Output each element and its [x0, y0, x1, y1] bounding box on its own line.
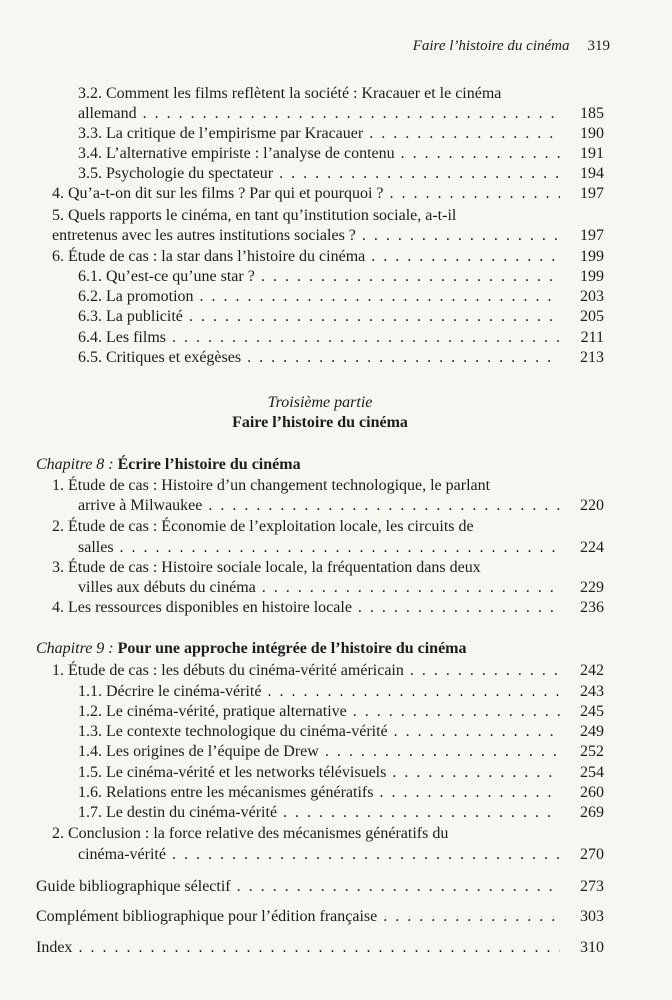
toc-entry	[36, 206, 604, 226]
toc-entry	[36, 124, 604, 144]
toc-entry-text: 5. Quels rapports le cinéma, en tant qu’institution sociale, a-t-il	[52, 207, 457, 224]
toc-entry	[36, 164, 604, 184]
toc-entry-page: 213	[580, 349, 604, 366]
toc-entry-text: 1.5. Le cinéma-vérité et les networks télévisuels	[78, 764, 387, 781]
dot-leader	[261, 267, 560, 287]
toc-entry	[36, 938, 604, 958]
toc-entry-page: 194	[580, 165, 604, 182]
toc-entry-page: 190	[580, 125, 604, 142]
toc-entry	[36, 328, 604, 348]
toc-entry	[36, 84, 604, 104]
toc-entry-page: 252	[580, 743, 604, 760]
chapter-9-label: Chapitre 9 :	[36, 640, 114, 657]
toc-entry-page: 211	[580, 329, 604, 346]
toc-entry-text: 1.1. Décrire le cinéma-vérité	[78, 683, 262, 700]
toc-entry-text: 1.4. Les origines de l’équipe de Drew	[78, 743, 319, 760]
toc-entry	[36, 267, 604, 287]
toc-entry	[36, 783, 604, 803]
dot-leader	[353, 702, 560, 722]
toc-entry-text: 3.5. Psychologie du spectateur	[78, 165, 274, 182]
toc-entry	[36, 496, 604, 516]
toc-entry-page: 229	[580, 579, 604, 596]
toc-entry-page: 203	[580, 288, 604, 305]
toc-entry-text: 6. Étude de cas : la star dans l’histoire du cinéma	[52, 248, 366, 265]
dot-leader	[392, 763, 560, 783]
toc-entry-text: 6.5. Critiques et exégèses	[78, 349, 242, 366]
toc-entry-page: 273	[580, 878, 604, 895]
page-number: 319	[587, 38, 610, 54]
dot-leader	[267, 682, 560, 702]
toc-entry-page: 245	[580, 703, 604, 720]
toc-entry	[36, 558, 604, 578]
toc-entry	[36, 803, 604, 823]
toc-entry	[36, 517, 604, 537]
toc-entry-page: 254	[580, 764, 604, 781]
chapter-8-label: Chapitre 8 :	[36, 456, 114, 473]
running-title: Faire l’histoire du cinéma	[412, 38, 570, 54]
toc-entry	[36, 247, 604, 267]
toc-entry-page: 270	[580, 846, 604, 863]
toc-entry	[36, 722, 604, 742]
toc-entry	[36, 348, 604, 368]
toc-entry-page: 199	[580, 248, 604, 265]
dot-leader	[394, 722, 560, 742]
dot-leader	[143, 104, 560, 124]
toc-entry-text: 2. Conclusion : la force relative des mécanismes génératifs du	[52, 825, 449, 842]
toc-entry-page: 236	[580, 599, 604, 616]
dot-leader	[383, 907, 560, 927]
toc-entry-page: 242	[580, 662, 604, 679]
toc-entry-text: 1.6. Relations entre les mécanismes génératifs	[78, 784, 374, 801]
toc-entry	[36, 226, 604, 246]
toc-entry-page: 249	[580, 723, 604, 740]
toc-entry-text: 1.2. Le cinéma-vérité, pratique alternative	[78, 703, 347, 720]
toc-entry	[36, 661, 604, 681]
dot-leader	[172, 845, 560, 865]
part-title: Faire l’histoire du cinéma	[232, 414, 408, 431]
toc-entry	[36, 307, 604, 327]
toc-entry-text: salles	[78, 539, 114, 556]
toc-entry-text: villes aux débuts du cinéma	[78, 579, 256, 596]
toc-entry-text: 1. Étude de cas : Histoire d’un changement technologique, le parlant	[52, 477, 491, 494]
toc-entry-page: 310	[580, 939, 604, 956]
toc-entry	[36, 598, 604, 618]
toc-entry-text: 3. Étude de cas : Histoire sociale locale, la fréquentation dans deux	[52, 559, 481, 576]
toc-entry	[36, 184, 604, 204]
toc-entry	[36, 824, 604, 844]
toc-entry-text: 4. Les ressources disponibles en histoire locale	[52, 599, 352, 616]
dot-leader	[410, 661, 560, 681]
chapter-9-title: Pour une approche intégrée de l’histoire du cinéma	[117, 640, 467, 657]
toc-entry-page: 243	[580, 683, 604, 700]
chapter-9-heading	[36, 640, 467, 658]
toc-entry-page: 197	[580, 185, 604, 202]
part-label: Troisième partie	[267, 394, 373, 411]
dot-leader	[279, 164, 560, 184]
dot-leader	[172, 328, 560, 348]
toc-entry	[36, 538, 604, 558]
toc-entry-text: 3.4. L’alternative empiriste : l’analyse de contenu	[78, 145, 395, 162]
toc-entry-text: Index	[36, 939, 73, 956]
toc-entry	[36, 907, 604, 927]
toc-entry-text: 4. Qu’a-t-on dit sur les films ? Par qui et pourquoi ?	[52, 185, 384, 202]
toc-entry	[36, 702, 604, 722]
dot-leader	[390, 184, 561, 204]
dot-leader	[358, 598, 560, 618]
dot-leader	[379, 783, 560, 803]
toc-entry-text: 6.3. La publicité	[78, 308, 183, 325]
toc-entry-page: 220	[580, 497, 604, 514]
chapter-8-heading	[36, 456, 301, 474]
dot-leader	[369, 124, 560, 144]
toc-entry-page: 199	[580, 268, 604, 285]
toc-entry-page: 224	[580, 539, 604, 556]
toc-entry	[36, 742, 604, 762]
toc-entry-text: Guide bibliographique sélectif	[36, 878, 231, 895]
chapter-8-title: Écrire l’histoire du cinéma	[117, 456, 301, 473]
toc-entry-page: 303	[580, 908, 604, 925]
toc-entry-text: Complément bibliographique pour l’édition française	[36, 908, 378, 925]
dot-leader	[362, 226, 560, 246]
dot-leader	[325, 742, 560, 762]
toc-entry	[36, 845, 604, 865]
dot-leader	[189, 307, 560, 327]
toc-entry-page: 205	[580, 308, 604, 325]
toc-entry-text: 6.1. Qu’est-ce qu’une star ?	[78, 268, 255, 285]
toc-entry	[36, 877, 604, 897]
toc-entry	[36, 682, 604, 702]
toc-entry-text: 6.4. Les films	[78, 329, 166, 346]
toc-entry-text: arrive à Milwaukee	[78, 497, 203, 514]
toc-entry-text: allemand	[78, 105, 137, 122]
toc-entry-text: 3.2. Comment les films reflètent la société : Kracauer et le cinéma	[78, 85, 502, 102]
toc-entry-text: 1.3. Le contexte technologique du cinéma-vérité	[78, 723, 388, 740]
toc-entry-page: 191	[580, 145, 604, 162]
dot-leader	[247, 348, 560, 368]
toc-entry-text: 6.2. La promotion	[78, 288, 194, 305]
dot-leader	[283, 803, 560, 823]
dot-leader	[262, 578, 560, 598]
toc-entry	[36, 104, 604, 124]
toc-entry	[36, 144, 604, 164]
dot-leader	[120, 538, 560, 558]
dot-leader	[371, 247, 560, 267]
toc-entry	[36, 287, 604, 307]
toc-entry-text: entretenus avec les autres institutions sociales ?	[52, 227, 356, 244]
toc-entry-text: 1. Étude de cas : les débuts du cinéma-vérité américain	[52, 662, 404, 679]
dot-leader	[237, 877, 560, 897]
toc-entry-page: 269	[580, 804, 604, 821]
toc-entry-text: 2. Étude de cas : Économie de l’exploitation locale, les circuits de	[52, 518, 474, 535]
toc-entry-page: 197	[580, 227, 604, 244]
toc-entry-page: 185	[580, 105, 604, 122]
toc-entry-text: 1.7. Le destin du cinéma-vérité	[78, 804, 278, 821]
toc-entry	[36, 763, 604, 783]
dot-leader	[208, 496, 560, 516]
toc-entry-page: 260	[580, 784, 604, 801]
toc-entry-text: 3.3. La critique de l’empirisme par Kracauer	[78, 125, 364, 142]
dot-leader	[200, 287, 560, 307]
toc-entry-text: cinéma-vérité	[78, 846, 166, 863]
toc-entry	[36, 476, 604, 496]
toc-entry	[36, 578, 604, 598]
dot-leader	[401, 144, 560, 164]
table-of-contents	[36, 0, 604, 1000]
dot-leader	[78, 938, 560, 958]
